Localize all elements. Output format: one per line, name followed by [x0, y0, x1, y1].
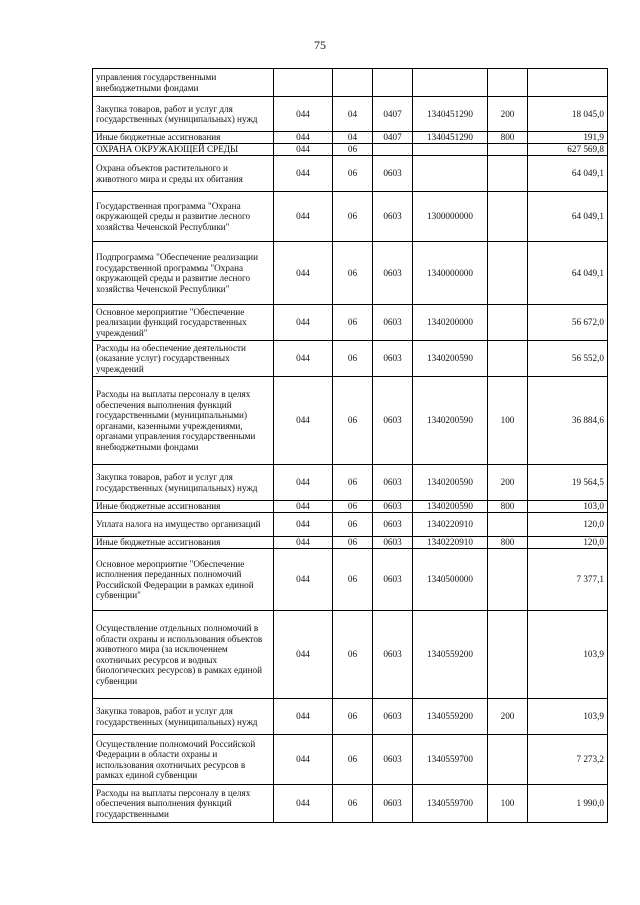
expense-type-cell: [488, 69, 528, 97]
section-cell: 06: [333, 144, 373, 156]
expense-type-cell: 100: [488, 377, 528, 465]
table-row: [93, 97, 608, 132]
section-cell: 06: [333, 465, 373, 501]
table-row: [93, 549, 608, 611]
expense-type-cell: [488, 549, 528, 611]
amount-cell: 36 884,6: [528, 377, 608, 465]
target-article-cell: 1340200000: [413, 305, 488, 341]
expense-type-cell: 200: [488, 699, 528, 735]
expense-type-cell: [488, 305, 528, 341]
subsection-cell: 0407: [373, 132, 413, 144]
expense-type-cell: [488, 611, 528, 699]
subsection-cell: 0603: [373, 699, 413, 735]
ministry-code-cell: 044: [274, 699, 333, 735]
target-article-cell: 1340559200: [413, 699, 488, 735]
amount-cell: [528, 69, 608, 97]
section-cell: 06: [333, 611, 373, 699]
amount-cell: 7 273,2: [528, 735, 608, 785]
expense-type-cell: 100: [488, 785, 528, 823]
ministry-code-cell: 044: [274, 513, 333, 537]
row-name-cell: Закупка товаров, работ и услуг для государственных (муниципальных) нужд: [93, 465, 274, 501]
table-row: [93, 156, 608, 192]
ministry-code-cell: 044: [274, 785, 333, 823]
amount-cell: 64 049,1: [528, 156, 608, 192]
ministry-code-cell: 044: [274, 132, 333, 144]
target-article-cell: 1340559700: [413, 785, 488, 823]
subsection-cell: 0603: [373, 735, 413, 785]
target-article-cell: 1340200590: [413, 465, 488, 501]
target-article-cell: 1340200590: [413, 501, 488, 513]
row-name-cell: Закупка товаров, работ и услуг для государственных (муниципальных) нужд: [93, 699, 274, 735]
row-name-cell: Осуществление отдельных полномочий в области охраны и использования объектов животного мира (за исключением охотничьих ресурсов и водных биологических ресурсов) в рамках единой субвенции: [93, 611, 274, 699]
subsection-cell: 0603: [373, 611, 413, 699]
amount-cell: 19 564,5: [528, 465, 608, 501]
expense-type-cell: 800: [488, 132, 528, 144]
ministry-code-cell: 044: [274, 192, 333, 242]
target-article-cell: 1340220910: [413, 513, 488, 537]
amount-cell: 191,9: [528, 132, 608, 144]
ministry-code-cell: 044: [274, 341, 333, 377]
ministry-code-cell: 044: [274, 611, 333, 699]
target-article-cell: [413, 144, 488, 156]
target-article-cell: [413, 156, 488, 192]
section-cell: 06: [333, 549, 373, 611]
subsection-cell: 0603: [373, 156, 413, 192]
table-row: [93, 735, 608, 785]
expense-type-cell: [488, 735, 528, 785]
table-row: [93, 537, 608, 549]
target-article-cell: 1340451290: [413, 97, 488, 132]
expense-type-cell: 800: [488, 537, 528, 549]
amount-cell: 627 569,8: [528, 144, 608, 156]
expense-type-cell: [488, 242, 528, 305]
ministry-code-cell: 044: [274, 465, 333, 501]
row-name-cell: Государственная программа "Охрана окружающей среды и развитие лесного хозяйства Чеченской Республики": [93, 192, 274, 242]
page-number: 75: [314, 38, 326, 52]
row-name-cell: Подпрограмма "Обеспечение реализации государственной программы "Охрана окружающей среды и развитие лесного хозяйства Чеченской Республики": [93, 242, 274, 305]
target-article-cell: 1340500000: [413, 549, 488, 611]
ministry-code-cell: 044: [274, 97, 333, 132]
table-row: [93, 132, 608, 144]
section-cell: 04: [333, 97, 373, 132]
subsection-cell: 0603: [373, 305, 413, 341]
target-article-cell: 1340000000: [413, 242, 488, 305]
ministry-code-cell: 044: [274, 156, 333, 192]
section-cell: [333, 69, 373, 97]
expense-type-cell: 800: [488, 501, 528, 513]
subsection-cell: 0603: [373, 242, 413, 305]
section-cell: 06: [333, 699, 373, 735]
subsection-cell: 0603: [373, 537, 413, 549]
subsection-cell: 0603: [373, 549, 413, 611]
section-cell: 06: [333, 735, 373, 785]
table-row: [93, 699, 608, 735]
row-name-cell: ОХРАНА ОКРУЖАЮЩЕЙ СРЕДЫ: [93, 144, 274, 156]
section-cell: 06: [333, 242, 373, 305]
section-cell: 06: [333, 156, 373, 192]
ministry-code-cell: 044: [274, 242, 333, 305]
ministry-code-cell: 044: [274, 537, 333, 549]
expense-type-cell: [488, 513, 528, 537]
expense-type-cell: 200: [488, 465, 528, 501]
ministry-code-cell: 044: [274, 735, 333, 785]
subsection-cell: 0603: [373, 501, 413, 513]
table-row: [93, 69, 608, 97]
ministry-code-cell: 044: [274, 144, 333, 156]
table-row: [93, 305, 608, 341]
subsection-cell: 0603: [373, 377, 413, 465]
ministry-code-cell: 044: [274, 501, 333, 513]
subsection-cell: 0603: [373, 341, 413, 377]
row-name-cell: Расходы на выплаты персоналу в целях обеспечения выполнения функций государственными (муниципальными) органами, казенными учреждениями, органами управления государственными внебюджетными фондами: [93, 377, 274, 465]
ministry-code-cell: 044: [274, 305, 333, 341]
subsection-cell: 0603: [373, 192, 413, 242]
table-row: [93, 144, 608, 156]
amount-cell: 120,0: [528, 537, 608, 549]
amount-cell: 7 377,1: [528, 549, 608, 611]
section-cell: 06: [333, 192, 373, 242]
expense-type-cell: [488, 341, 528, 377]
table-row: [93, 513, 608, 537]
amount-cell: 120,0: [528, 513, 608, 537]
target-article-cell: 1340559700: [413, 735, 488, 785]
ministry-code-cell: 044: [274, 549, 333, 611]
row-name-cell: Основное мероприятие "Обеспечение исполнения переданных полномочий Российской Федерации в рамках единой субвенции": [93, 549, 274, 611]
target-article-cell: 1340200590: [413, 341, 488, 377]
amount-cell: 18 045,0: [528, 97, 608, 132]
row-name-cell: Уплата налога на имущество организаций: [93, 513, 274, 537]
row-name-cell: Иные бюджетные ассигнования: [93, 537, 274, 549]
budget-table-body: [93, 69, 608, 823]
amount-cell: 56 552,0: [528, 341, 608, 377]
amount-cell: 56 672,0: [528, 305, 608, 341]
row-name-cell: Иные бюджетные ассигнования: [93, 501, 274, 513]
subsection-cell: 0603: [373, 785, 413, 823]
section-cell: 06: [333, 305, 373, 341]
section-cell: 06: [333, 537, 373, 549]
amount-cell: 64 049,1: [528, 242, 608, 305]
budget-table: [92, 68, 608, 823]
table-row: [93, 377, 608, 465]
section-cell: 04: [333, 132, 373, 144]
expense-type-cell: [488, 192, 528, 242]
row-name-cell: Закупка товаров, работ и услуг для государственных (муниципальных) нужд: [93, 97, 274, 132]
row-name-cell: Охрана объектов растительного и животного мира и среды их обитания: [93, 156, 274, 192]
amount-cell: 103,0: [528, 501, 608, 513]
table-row: [93, 785, 608, 823]
subsection-cell: 0603: [373, 465, 413, 501]
row-name-cell: Расходы на выплаты персоналу в целях обеспечения выполнения функций государственными: [93, 785, 274, 823]
row-name-cell: Расходы на обеспечение деятельности (оказание услуг) государственных учреждений: [93, 341, 274, 377]
row-name-cell: Основное мероприятие "Обеспечение реализации функций государственных учреждений": [93, 305, 274, 341]
expense-type-cell: 200: [488, 97, 528, 132]
amount-cell: 103,9: [528, 699, 608, 735]
target-article-cell: 1340559200: [413, 611, 488, 699]
row-name-cell: управления государственными внебюджетными фондами: [93, 69, 274, 97]
subsection-cell: [373, 144, 413, 156]
table-row: [93, 501, 608, 513]
amount-cell: 64 049,1: [528, 192, 608, 242]
subsection-cell: 0603: [373, 513, 413, 537]
section-cell: 06: [333, 377, 373, 465]
target-article-cell: [413, 69, 488, 97]
ministry-code-cell: [274, 69, 333, 97]
target-article-cell: 1340451290: [413, 132, 488, 144]
table-row: [93, 192, 608, 242]
section-cell: 06: [333, 513, 373, 537]
expense-type-cell: [488, 144, 528, 156]
subsection-cell: [373, 69, 413, 97]
table-row: [93, 611, 608, 699]
row-name-cell: Осуществление полномочий Российской Федерации в области охраны и использования охотничьих ресурсов в рамках единой субвенции: [93, 735, 274, 785]
target-article-cell: 1340200590: [413, 377, 488, 465]
table-row: [93, 465, 608, 501]
ministry-code-cell: 044: [274, 377, 333, 465]
section-cell: 06: [333, 785, 373, 823]
target-article-cell: 1300000000: [413, 192, 488, 242]
table-row: [93, 341, 608, 377]
expense-type-cell: [488, 156, 528, 192]
table-row: [93, 242, 608, 305]
row-name-cell: Иные бюджетные ассигнования: [93, 132, 274, 144]
amount-cell: 1 990,0: [528, 785, 608, 823]
section-cell: 06: [333, 501, 373, 513]
section-cell: 06: [333, 341, 373, 377]
amount-cell: 103,9: [528, 611, 608, 699]
target-article-cell: 1340220910: [413, 537, 488, 549]
subsection-cell: 0407: [373, 97, 413, 132]
